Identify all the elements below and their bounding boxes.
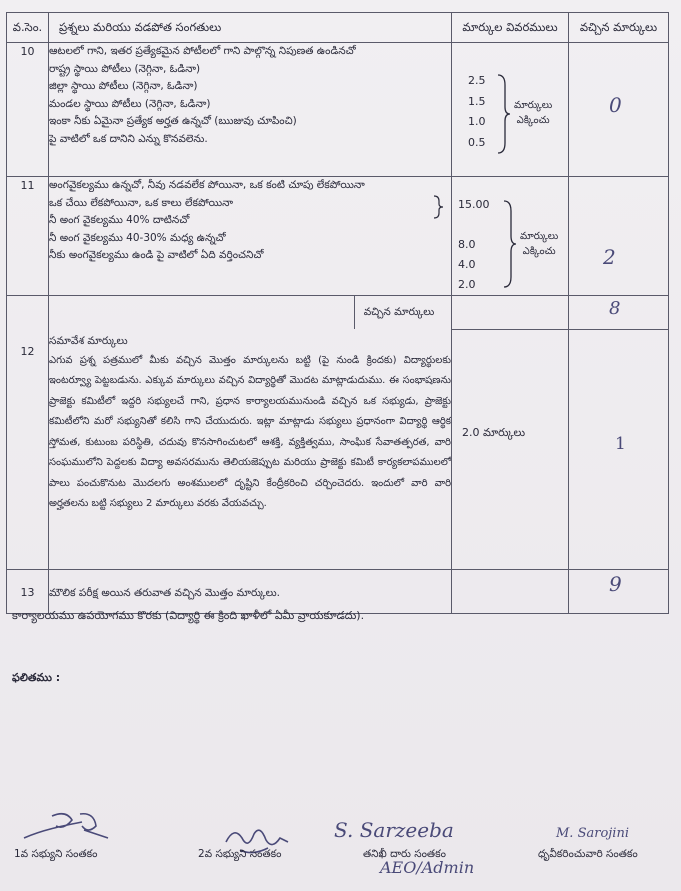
marks-table bbox=[6, 12, 669, 614]
signature-checker-name: S. Sarzeeba bbox=[334, 818, 454, 842]
brace-label-line: మార్కులు bbox=[514, 100, 553, 111]
row-question bbox=[49, 177, 452, 296]
question-line: రాష్ట్ర స్థాయి పోటీలు (నెగ్గినా, ఓడినా) bbox=[49, 62, 201, 75]
handwritten-mark: 0 bbox=[609, 93, 622, 117]
question-line: ఇంకా నీకు ఏమైనా ప్రత్యేక అర్హత ఉన్నచో (ఋజువు చూపించి) bbox=[49, 115, 297, 127]
question-line: అంగవైకల్యము ఉన్నచో, నీవు నడవలేక పోయినా, ఒక కంటి చూపు లేకపోయినా bbox=[49, 179, 365, 191]
signature-label-certifier: ధృవీకరించువారి సంతకం bbox=[538, 848, 638, 860]
mark-option: 8.0 bbox=[458, 238, 476, 251]
row-sno: 13 bbox=[7, 569, 49, 613]
handwritten-mark: 2 bbox=[603, 245, 616, 269]
table-header-row bbox=[7, 13, 669, 43]
header-marks-detail: మార్కుల వివరములు bbox=[452, 13, 569, 43]
signature-label-member2: 2వ సభ్యుని సంతకం bbox=[198, 848, 282, 860]
brace-icon bbox=[502, 199, 518, 289]
marks-obtained-cell bbox=[569, 329, 669, 569]
question-line: మండల స్థాయి పోటీలు (నెగ్గినా, ఓడినా) bbox=[49, 97, 211, 110]
marks-detail-cell bbox=[452, 329, 569, 569]
small-brace-icon bbox=[433, 195, 445, 219]
question-line: నీ అంగ వైకల్యము 40-30% మధ్య ఉన్నచో bbox=[49, 231, 226, 244]
question-line: జిల్లా స్థాయి పోటీలు (నెగ్గినా, ఓడినా) bbox=[49, 80, 198, 92]
table-row-10 bbox=[7, 43, 669, 177]
subtotal-value-cell bbox=[569, 296, 669, 330]
mark-option: 1.0 bbox=[468, 115, 486, 128]
header-sno: వ.సెం. bbox=[7, 13, 49, 43]
signature-checker-title: AEO/Admin bbox=[380, 858, 475, 877]
question-line: ఒక చేయి లేకపోయినా, ఒక కాలు లేకపోయినా bbox=[49, 196, 234, 209]
row-sno: 11 bbox=[7, 177, 49, 296]
row-question: మౌలిక పరీక్ష అయిన తరువాత వచ్చిన మొత్తం మార్కులు. bbox=[49, 569, 452, 613]
mark-option: 1.5 bbox=[468, 94, 486, 108]
table-row-12 bbox=[7, 329, 669, 569]
handwritten-subtotal: 8 bbox=[609, 298, 621, 319]
table-row-13 bbox=[7, 569, 669, 613]
brace-icon bbox=[496, 73, 512, 155]
marks-options bbox=[458, 195, 490, 295]
question-paragraph: ఎగువ ప్రశ్న పత్రములో మీకు వచ్చిన మొత్తం మార్కులను బట్టి (పై నుండి క్రిందకు) విద్యార్థులకు ఇంటర్వ్యూ పెట్టబడును. ఎక్కువ మార్కులు వచ్చిన విద్యార్థితో మొదట మాట్లాడుదుము. ఈ సంభాషణను ప్రాజెక్టు కమిటీలో ఇద్దరి సభ్యులచే గాని, ప్రధాన కార్యాలయమునుండి వచ్చిన ఒక సభ్యుడు, ప్రాజెక్టు కమిటీలోని మరో సభ్యునితో కలిసి గాని చేయుదురు. ఇట్లా మాట్లాడు సభ్యులు ప్రధానంగా విద్యార్థి ఆర్థిక స్తోమత, కుటుంబ పరిస్థితి, చదువు కొనసాగించుటలో ఆశక్తి, వ్యక్తిత్వము, సాంఘిక సేవాతత్పరత, వారి సంఘములోని పెద్దలకు విద్యా అవసరమును తెలియజెప్పుట మరియు ప్రాజెక్టు కమిటీ కార్యకలాపములలో పాలు పంచుకొనుట మొదలగు అంశములలో దృష్టిని కేంద్రీకరించి చర్చించెదరు. ఇందులో వారి వారి అర్హతలను బట్టి సభ్యులు 2 మార్కులు వరకు వేయవచ్చు. bbox=[49, 354, 451, 509]
question-line: నీకు అంగవైకల్యము ఉండి పై వాటిలో ఏది వర్తించనిచో bbox=[49, 249, 264, 261]
brace-label-line: ఎక్కించు bbox=[516, 115, 550, 126]
header-question: ప్రశ్నలు మరియు వడపోత సంగతులు bbox=[49, 13, 452, 43]
marks-detail-cell bbox=[452, 43, 569, 177]
question-title: సమావేశ మార్కులు bbox=[49, 335, 128, 347]
brace-label bbox=[520, 229, 558, 259]
marks-options bbox=[468, 71, 486, 153]
signature-label-member1: 1వ సభ్యుని సంతకం bbox=[14, 848, 98, 860]
question-line: ఆటలలో గాని, ఇతర ప్రత్యేకమైన పోటీలలో గాని పాల్గొన్న నిపుణత ఉండినచో bbox=[49, 45, 356, 57]
row-question bbox=[49, 43, 452, 177]
mark-option: 15.00 bbox=[458, 198, 490, 211]
marks-obtained-cell bbox=[569, 43, 669, 177]
question-line: నీ అంగ వైకల్యము 40% దాటినచో bbox=[49, 214, 190, 226]
header-marks-obtained: వచ్చిన మార్కులు bbox=[569, 13, 669, 43]
marks-detail-cell bbox=[452, 177, 569, 296]
marks-obtained-cell bbox=[569, 177, 669, 296]
brace-label-line: మార్కులు bbox=[520, 231, 559, 242]
handwritten-mark: 1 bbox=[615, 433, 626, 454]
brace-label bbox=[514, 98, 552, 128]
mark-option: 2.0 మార్కులు bbox=[462, 425, 526, 439]
question-line: పై వాటిలో ఒక దానిని ఎన్ను కొనవలెను. bbox=[49, 132, 208, 145]
mark-option: 4.0 bbox=[458, 258, 476, 271]
office-use-note: కార్యాలయము ఉపయోగము కొరకు (విద్యార్థి ఈ క్రింది ఖాళీలో ఏమీ వ్రాయకూడదు). bbox=[12, 609, 365, 622]
row-sno: 10 bbox=[7, 43, 49, 177]
row-question bbox=[49, 329, 452, 569]
table-row-11 bbox=[7, 177, 669, 296]
brace-label-line: ఎక్కించు bbox=[522, 246, 556, 257]
subtotal-row bbox=[7, 296, 669, 330]
signature-scribble-1 bbox=[22, 808, 112, 844]
signature-label-checker: తనిఖీ దారు సంతకం bbox=[363, 848, 446, 860]
row-sno: 12 bbox=[7, 329, 49, 569]
mark-option: 0.5 bbox=[468, 135, 486, 149]
handwritten-total: 9 bbox=[609, 571, 622, 596]
mark-option: 2.5 bbox=[468, 74, 486, 87]
subtotal-label: వచ్చిన మార్కులు bbox=[354, 296, 451, 329]
signature-certifier-name: M. Sarojini bbox=[556, 826, 629, 841]
result-label: ఫలితము : bbox=[12, 671, 61, 684]
mark-option: 2.0 bbox=[458, 278, 476, 291]
marks-obtained-cell bbox=[569, 569, 669, 613]
